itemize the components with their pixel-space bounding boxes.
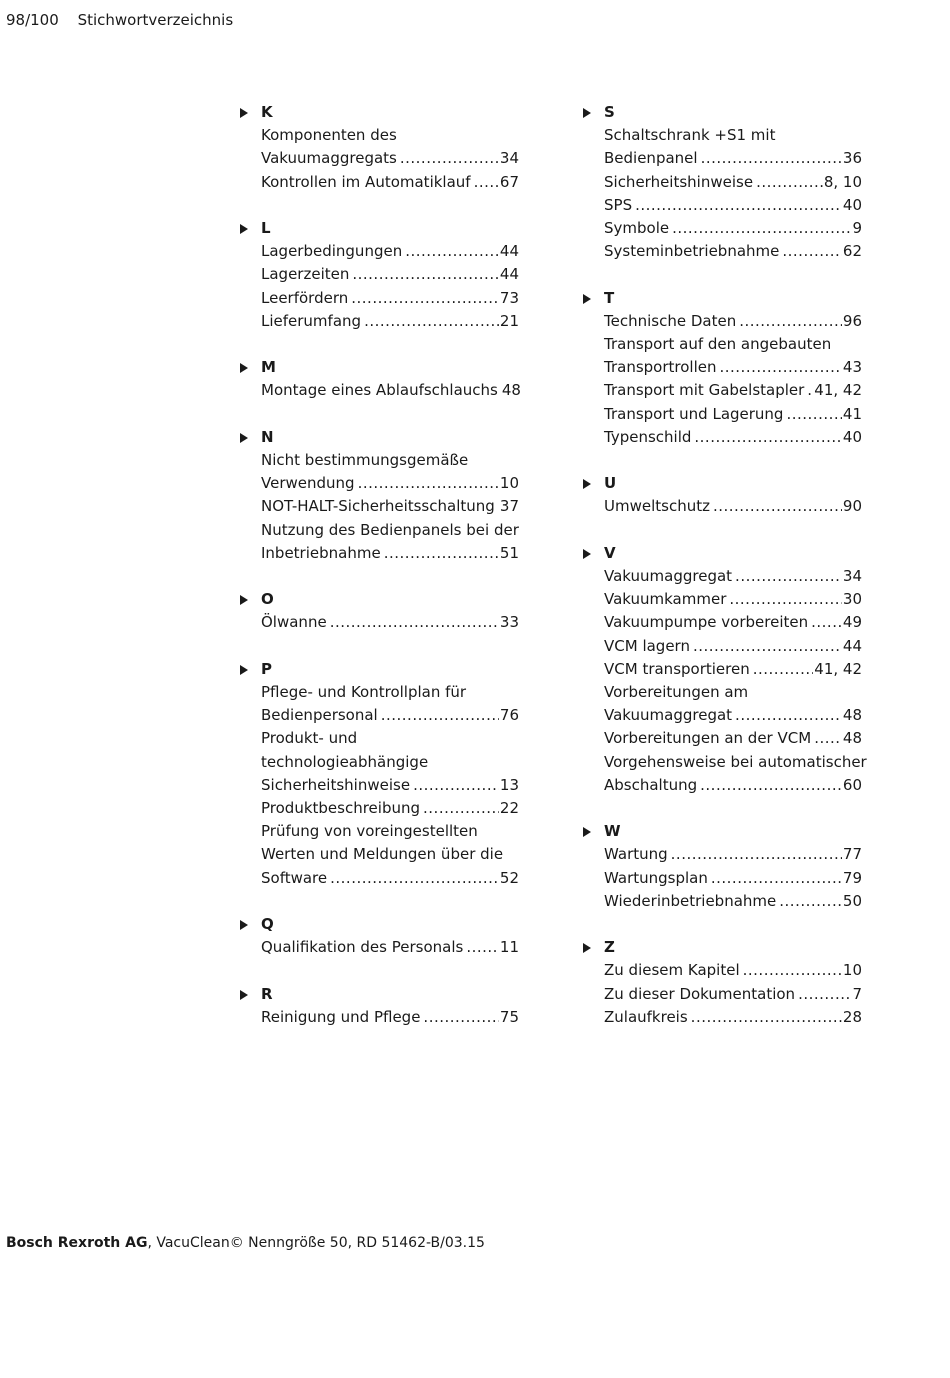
dot-leader bbox=[739, 310, 842, 333]
entry-page-ref: 75 bbox=[499, 1007, 519, 1026]
entry-text-line: Nicht bestimmungsgemäße bbox=[261, 450, 469, 469]
dot-leader bbox=[351, 287, 499, 310]
index-entry bbox=[604, 867, 862, 890]
dot-leader bbox=[814, 727, 842, 750]
entry-last-line bbox=[604, 658, 862, 681]
section-letter: K bbox=[261, 103, 273, 121]
section-letter: O bbox=[261, 590, 274, 609]
index-section bbox=[240, 983, 520, 1029]
entry-term: Sicherheitshinweise bbox=[261, 775, 411, 794]
entry-page-ref: 48 bbox=[501, 381, 521, 400]
dot-leader bbox=[413, 774, 499, 797]
entry-page-ref: 48 bbox=[842, 706, 862, 725]
section-letter: R bbox=[261, 984, 273, 1003]
dot-leader bbox=[729, 588, 842, 611]
entry-term: Reinigung und Pflege bbox=[261, 1007, 421, 1026]
section-heading bbox=[583, 101, 863, 124]
section-heading bbox=[583, 472, 863, 495]
page-footer bbox=[6, 1233, 485, 1253]
index-entry bbox=[604, 1006, 862, 1029]
entry-last-line bbox=[604, 310, 862, 333]
index-entry bbox=[261, 936, 519, 959]
section-heading bbox=[240, 983, 520, 1006]
index-entry bbox=[261, 611, 519, 634]
index-entry bbox=[604, 217, 862, 240]
index-entry bbox=[604, 588, 862, 611]
section-heading bbox=[240, 658, 520, 681]
entry-term: Sicherheitshinweise bbox=[604, 172, 754, 191]
dot-leader bbox=[672, 217, 851, 240]
entry-last-line bbox=[604, 611, 862, 634]
entry-last-line bbox=[604, 217, 862, 240]
index-entry bbox=[604, 959, 862, 982]
entry-last-line bbox=[261, 542, 519, 565]
entry-last-line bbox=[261, 240, 519, 263]
chapter-title: Stichwortverzeichnis bbox=[77, 11, 234, 29]
dot-leader bbox=[719, 356, 841, 379]
dot-leader bbox=[753, 658, 814, 681]
entry-term: VCM lagern bbox=[604, 636, 690, 655]
dot-leader bbox=[694, 426, 842, 449]
dot-leader bbox=[671, 843, 842, 866]
entry-term: Transport mit Gabelstapler bbox=[604, 381, 805, 400]
entry-last-line bbox=[261, 867, 519, 890]
index-entry bbox=[261, 449, 519, 495]
entry-page-ref: 34 bbox=[842, 566, 862, 585]
dot-leader bbox=[400, 147, 499, 170]
section-heading bbox=[240, 356, 520, 379]
section-letter: M bbox=[261, 358, 276, 377]
entry-last-line bbox=[261, 147, 519, 170]
section-heading bbox=[240, 217, 520, 240]
entry-last-line bbox=[604, 635, 862, 658]
entry-last-line bbox=[261, 936, 519, 959]
dot-leader bbox=[807, 379, 813, 402]
entry-term: Verwendung bbox=[261, 474, 355, 493]
footer-document-info: , VacuClean© Nenngröße 50, RD 51462-B/03.15 bbox=[147, 1235, 485, 1251]
dot-leader bbox=[405, 240, 499, 263]
dot-leader bbox=[364, 310, 499, 333]
entry-last-line bbox=[604, 704, 862, 727]
section-heading bbox=[240, 913, 520, 936]
entry-text-line: Werten und Meldungen über die bbox=[261, 845, 504, 864]
entry-text-line: Nutzung des Bedienpanels bei der bbox=[261, 520, 519, 539]
entry-text-line: technologieabhängige bbox=[261, 752, 429, 771]
entry-last-line bbox=[604, 194, 862, 217]
entry-last-line bbox=[604, 843, 862, 866]
entry-page-ref: 43 bbox=[842, 358, 862, 377]
index-entry bbox=[261, 681, 519, 727]
index-entry bbox=[261, 727, 519, 797]
dot-leader bbox=[713, 495, 842, 518]
index-entry bbox=[604, 240, 862, 263]
section-letter: Q bbox=[261, 914, 274, 933]
entry-last-line bbox=[604, 774, 862, 797]
entry-last-line bbox=[261, 287, 519, 310]
index-entry bbox=[261, 240, 519, 263]
entry-last-line bbox=[261, 472, 519, 495]
entry-text-line: Pflege- und Kontrollplan für bbox=[261, 682, 467, 701]
index-entry bbox=[604, 194, 862, 217]
entry-term: Qualifikation des Personals bbox=[261, 938, 464, 957]
entry-term: VCM transportieren bbox=[604, 659, 750, 678]
section-letter: T bbox=[604, 288, 615, 307]
triangle-bullet-icon bbox=[583, 943, 591, 953]
index-entry bbox=[261, 379, 519, 402]
dot-leader bbox=[423, 797, 499, 820]
entry-last-line bbox=[261, 495, 519, 518]
index-entry bbox=[261, 124, 519, 170]
entry-term: SPS bbox=[604, 195, 633, 214]
index-entry bbox=[261, 171, 519, 194]
entry-page-ref: 30 bbox=[842, 590, 862, 609]
entry-term: Lagerbedingungen bbox=[261, 242, 403, 261]
entry-term: Typenschild bbox=[604, 427, 692, 446]
dot-leader bbox=[735, 565, 842, 588]
index-entry bbox=[261, 495, 519, 518]
dot-leader bbox=[352, 263, 499, 286]
entry-term: Lieferumfang bbox=[261, 311, 362, 330]
entry-last-line bbox=[261, 379, 519, 402]
entry-term: Systeminbetriebnahme bbox=[604, 242, 780, 261]
entry-term: Wartung bbox=[604, 845, 668, 864]
entry-page-ref: 37 bbox=[499, 497, 519, 516]
entry-last-line bbox=[261, 1006, 519, 1029]
triangle-bullet-icon bbox=[240, 595, 248, 605]
entry-term: Ölwanne bbox=[261, 613, 327, 632]
triangle-bullet-icon bbox=[583, 108, 591, 118]
entry-term: Vakuumaggregat bbox=[604, 566, 733, 585]
entry-last-line bbox=[604, 983, 862, 1006]
entry-page-ref: 9 bbox=[852, 219, 862, 237]
entry-term: Vakuumaggregat bbox=[604, 706, 733, 725]
section-heading bbox=[583, 820, 863, 843]
entry-last-line bbox=[604, 1006, 862, 1029]
dot-leader bbox=[798, 983, 851, 1006]
entry-term: Zulaufkreis bbox=[604, 1007, 688, 1026]
entry-page-ref: 28 bbox=[842, 1007, 862, 1026]
entry-last-line bbox=[261, 704, 519, 727]
entry-last-line bbox=[604, 147, 862, 170]
index-entry bbox=[261, 287, 519, 310]
triangle-bullet-icon bbox=[240, 920, 248, 930]
dot-leader bbox=[635, 194, 842, 217]
entry-term: Technische Daten bbox=[604, 311, 737, 330]
entry-term: Zu dieser Dokumentation bbox=[604, 984, 796, 1003]
entry-term: Lagerzeiten bbox=[261, 265, 350, 284]
index-entry bbox=[604, 635, 862, 658]
entry-page-ref: 21 bbox=[499, 311, 519, 330]
entry-term: Vorbereitungen an der VCM bbox=[604, 729, 812, 748]
index-entry bbox=[261, 797, 519, 820]
entry-page-ref: 34 bbox=[499, 149, 519, 168]
entry-page-ref: 79 bbox=[842, 868, 862, 887]
entry-page-ref: 44 bbox=[499, 242, 519, 261]
entry-term: Inbetriebnahme bbox=[261, 543, 381, 562]
entry-page-ref: 49 bbox=[842, 613, 862, 632]
section-heading bbox=[240, 426, 520, 449]
index-entry bbox=[604, 843, 862, 866]
index-entry bbox=[261, 519, 519, 565]
dot-leader bbox=[743, 959, 842, 982]
entry-last-line bbox=[604, 171, 862, 194]
entry-term: Vakuumpumpe vorbereiten bbox=[604, 613, 809, 632]
entry-last-line bbox=[604, 588, 862, 611]
entry-page-ref: 48 bbox=[842, 729, 862, 748]
entry-text-line: Vorgehensweise bei automatischer bbox=[604, 752, 867, 771]
entry-term: Vakuumaggregats bbox=[261, 149, 397, 168]
dot-leader bbox=[466, 936, 499, 959]
index-section bbox=[240, 356, 520, 402]
section-letter: N bbox=[261, 427, 274, 446]
entry-page-ref: 60 bbox=[842, 775, 862, 794]
index-entry bbox=[604, 681, 862, 727]
entry-page-ref: 40 bbox=[842, 427, 862, 446]
dot-leader bbox=[811, 611, 842, 634]
footer-company: Bosch Rexroth AG bbox=[6, 1235, 148, 1251]
entry-last-line bbox=[604, 356, 862, 379]
entry-page-ref: 33 bbox=[499, 613, 519, 632]
entry-page-ref: 50 bbox=[842, 891, 862, 910]
index-column-left bbox=[240, 101, 520, 1052]
entry-term: Transport und Lagerung bbox=[604, 404, 784, 423]
index-section bbox=[240, 426, 520, 565]
entry-last-line bbox=[604, 890, 862, 913]
section-heading bbox=[240, 101, 520, 124]
entry-last-line bbox=[261, 774, 519, 797]
entry-page-ref: 10 bbox=[842, 961, 862, 980]
index-section bbox=[583, 101, 863, 263]
index-section bbox=[583, 472, 863, 518]
index-entry bbox=[261, 310, 519, 333]
entry-last-line bbox=[261, 310, 519, 333]
dot-leader bbox=[423, 1006, 498, 1029]
page-header bbox=[6, 10, 233, 30]
entry-last-line bbox=[604, 727, 862, 750]
section-heading bbox=[240, 588, 520, 611]
entry-page-ref: 77 bbox=[842, 845, 862, 864]
index-entry bbox=[261, 820, 519, 890]
index-entry bbox=[604, 495, 862, 518]
index-entry bbox=[604, 565, 862, 588]
index-entry bbox=[604, 333, 862, 379]
dot-leader bbox=[700, 774, 842, 797]
entry-term: Wiederinbetriebnahme bbox=[604, 891, 777, 910]
triangle-bullet-icon bbox=[240, 665, 248, 675]
entry-page-ref: 11 bbox=[499, 938, 519, 957]
entry-term: Montage eines Ablaufschlauchs bbox=[261, 381, 498, 400]
entry-page-ref: 96 bbox=[842, 311, 862, 330]
section-heading bbox=[583, 287, 863, 310]
entry-term: Produktbeschreibung bbox=[261, 798, 421, 817]
entry-term: Leerfördern bbox=[261, 288, 349, 307]
triangle-bullet-icon bbox=[240, 108, 248, 118]
entry-term: Wartungsplan bbox=[604, 868, 708, 887]
index-column-right bbox=[583, 101, 867, 1052]
index-entry bbox=[604, 727, 862, 750]
index-entry bbox=[604, 751, 867, 797]
entry-page-ref: 76 bbox=[499, 706, 519, 725]
entry-page-ref: 7 bbox=[852, 984, 862, 1003]
dot-leader bbox=[381, 704, 499, 727]
entry-last-line bbox=[261, 263, 519, 286]
section-letter: Z bbox=[604, 938, 615, 957]
entry-page-ref: 51 bbox=[499, 543, 519, 562]
section-letter: L bbox=[261, 218, 271, 237]
dot-leader bbox=[786, 403, 841, 426]
section-letter: S bbox=[604, 103, 615, 121]
entry-term: Transportrollen bbox=[604, 358, 717, 377]
entry-page-ref: 8, 10 bbox=[823, 172, 862, 191]
section-heading bbox=[583, 936, 863, 959]
entry-page-ref: 22 bbox=[499, 798, 519, 817]
dot-leader bbox=[711, 867, 842, 890]
entry-term: Symbole bbox=[604, 219, 670, 237]
entry-term: Abschaltung bbox=[604, 775, 698, 794]
index-entry bbox=[604, 658, 862, 681]
entry-term: Software bbox=[261, 868, 328, 887]
index-section bbox=[583, 287, 863, 449]
section-letter: U bbox=[604, 474, 617, 493]
entry-last-line bbox=[604, 565, 862, 588]
index-entry bbox=[604, 890, 862, 913]
index-entry bbox=[604, 611, 862, 634]
entry-last-line bbox=[604, 495, 862, 518]
entry-page-ref: 73 bbox=[499, 288, 519, 307]
entry-term: Vakuumkammer bbox=[604, 590, 727, 609]
entry-text-line: Transport auf den angebauten bbox=[604, 334, 832, 353]
index-entry bbox=[604, 171, 862, 194]
index-entry bbox=[604, 426, 862, 449]
index-section bbox=[240, 217, 520, 333]
index-section bbox=[240, 588, 520, 634]
entry-page-ref: 44 bbox=[499, 265, 519, 284]
dot-leader bbox=[782, 240, 842, 263]
entry-page-ref: 67 bbox=[499, 172, 519, 191]
entry-term: Umweltschutz bbox=[604, 497, 710, 516]
index-section bbox=[240, 101, 520, 194]
entry-last-line bbox=[261, 797, 519, 820]
index-section bbox=[240, 658, 520, 890]
dot-leader bbox=[358, 472, 499, 495]
dot-leader bbox=[779, 890, 842, 913]
entry-page-ref: 44 bbox=[842, 636, 862, 655]
dot-leader bbox=[330, 611, 499, 634]
dot-leader bbox=[474, 171, 499, 194]
dot-leader bbox=[735, 704, 842, 727]
dot-leader bbox=[701, 147, 842, 170]
index-entry bbox=[604, 403, 862, 426]
index-entry bbox=[261, 1006, 519, 1029]
entry-last-line bbox=[604, 959, 862, 982]
entry-text-line: Vorbereitungen am bbox=[604, 682, 749, 701]
index-entry bbox=[261, 263, 519, 286]
index-entry bbox=[604, 983, 862, 1006]
section-heading bbox=[583, 542, 863, 565]
triangle-bullet-icon bbox=[583, 479, 591, 489]
entry-page-ref: 41, 42 bbox=[814, 659, 862, 678]
index-entry bbox=[604, 310, 862, 333]
index-section bbox=[583, 542, 867, 797]
dot-leader bbox=[693, 635, 842, 658]
dot-leader bbox=[498, 495, 499, 518]
entry-term: Bedienpanel bbox=[604, 149, 698, 168]
entry-page-ref: 52 bbox=[499, 868, 519, 887]
entry-last-line bbox=[604, 867, 862, 890]
section-letter: V bbox=[604, 543, 616, 562]
entry-page-ref: 36 bbox=[842, 149, 862, 168]
triangle-bullet-icon bbox=[240, 224, 248, 234]
dot-leader bbox=[756, 171, 823, 194]
triangle-bullet-icon bbox=[240, 990, 248, 1000]
index-entry bbox=[604, 124, 862, 170]
entry-last-line bbox=[261, 611, 519, 634]
entry-last-line bbox=[261, 171, 519, 194]
entry-text-line: Prüfung von voreingestellten bbox=[261, 822, 478, 841]
triangle-bullet-icon bbox=[240, 433, 248, 443]
index-section bbox=[583, 936, 863, 1029]
entry-page-ref: 41 bbox=[842, 404, 862, 423]
page-number: 98/100 bbox=[6, 11, 59, 29]
index-entry bbox=[604, 379, 862, 402]
index-section bbox=[583, 820, 863, 913]
triangle-bullet-icon bbox=[240, 363, 248, 373]
index-section bbox=[240, 913, 520, 959]
triangle-bullet-icon bbox=[583, 827, 591, 837]
entry-last-line bbox=[604, 240, 862, 263]
entry-text-line: Komponenten des bbox=[261, 126, 397, 145]
entry-term: Zu diesem Kapitel bbox=[604, 961, 740, 980]
entry-page-ref: 62 bbox=[842, 242, 862, 261]
entry-page-ref: 40 bbox=[842, 195, 862, 214]
dot-leader bbox=[384, 542, 499, 565]
entry-text-line: Schaltschrank +S1 mit bbox=[604, 126, 776, 145]
entry-term: Bedienpersonal bbox=[261, 706, 378, 725]
dot-leader bbox=[691, 1006, 842, 1029]
entry-page-ref: 10 bbox=[499, 474, 519, 493]
entry-last-line bbox=[604, 379, 862, 402]
entry-last-line bbox=[604, 426, 862, 449]
entry-page-ref: 41, 42 bbox=[814, 381, 862, 400]
entry-term: Kontrollen im Automatiklauf bbox=[261, 172, 471, 191]
entry-last-line bbox=[604, 403, 862, 426]
triangle-bullet-icon bbox=[583, 294, 591, 304]
section-letter: P bbox=[261, 659, 272, 678]
triangle-bullet-icon bbox=[583, 549, 591, 559]
entry-page-ref: 13 bbox=[499, 775, 519, 794]
section-letter: W bbox=[604, 822, 621, 841]
dot-leader bbox=[330, 867, 499, 890]
entry-term: NOT-HALT-Sicherheitsschaltung bbox=[261, 497, 495, 516]
entry-page-ref: 90 bbox=[842, 497, 862, 516]
entry-text-line: Produkt- und bbox=[261, 729, 358, 748]
